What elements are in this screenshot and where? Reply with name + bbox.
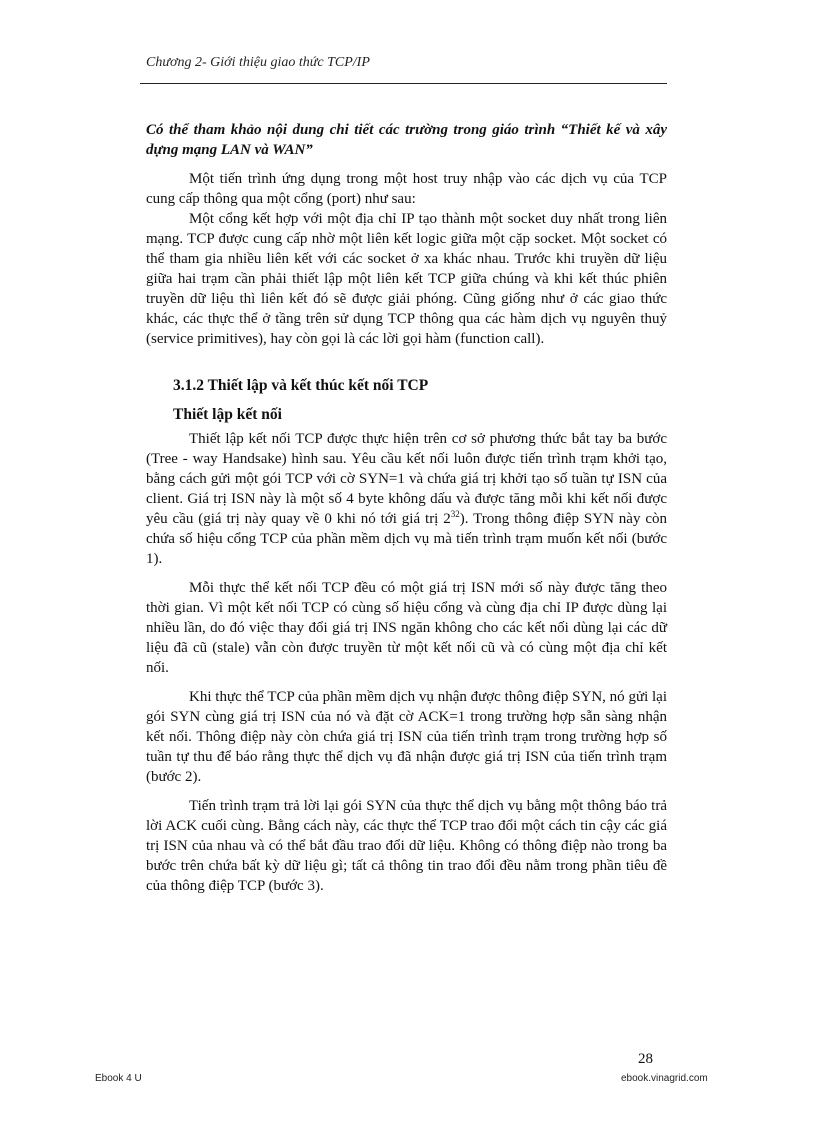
- header-rule: [140, 83, 667, 84]
- page-number: 28: [638, 1051, 653, 1067]
- exponent-superscript: 32: [450, 509, 460, 519]
- paragraph-handshake-text-a: Thiết lập kết nối TCP được thực hiện trên cơ sở phương thức bắt tay ba bước (Tree - way Handsake) hình sau. Yêu cầu kết nối luôn được tiến trình trạm khởi tạo, bằng cách gửi một gói TCP với cờ SYN=1 và chứa giá trị khởi tạo số tuần tự ISN của client. Giá trị ISN này là một số 4 byte không dấu và được tăng mỗi khi kết nối được yêu cầu (giá trị này quay về 0 khi nó tới giá trị 2: [146, 431, 667, 527]
- paragraph-isn: Mỗi thực thể kết nối TCP đều có một giá trị ISN mới số này được tăng theo thời gian. Vì một kết nối TCP có cùng số hiệu cổng và cùng địa chỉ IP được dùng lại nhiều lần, do đó việc thay đổi giá trị INS ngăn không cho các kết nối dùng lại các dữ liệu đã cũ (stale) vẫn còn được truyền từ một kết nối cũ và có cùng một địa chỉ kết nối.: [146, 580, 667, 676]
- footer-right-label: ebook.vinagrid.com: [621, 1073, 708, 1084]
- page-body: [146, 120, 667, 896]
- footer-left-label: Ebook 4 U: [95, 1073, 142, 1084]
- paragraph-syn-ack: Khi thực thể TCP của phần mềm dịch vụ nhận được thông điệp SYN, nó gửi lại gói SYN cùng giá trị ISN của nó và đặt cờ ACK=1 trong trường hợp sẵn sàng nhận kết nối. Thông điệp này còn chứa giá trị ISN của tiến trình trạm trong trường hợp số tuần tự thu để báo rằng thực thể dịch vụ đã nhận được giá trị ISN của tiến trình trạm (bước 2).: [146, 689, 667, 785]
- paragraph-port-intro: Một tiến trình ứng dụng trong một host truy nhập vào các dịch vụ của TCP cung cấp thông qua một cổng (port) như sau:: [146, 171, 667, 207]
- paragraph-handshake-text-b: ). Trong thông điệp SYN này còn chứa số hiệu cổng TCP của phần mềm dịch vụ mà tiến trình trạm muốn kết nối (bước 1).: [146, 511, 668, 567]
- section-heading: 3.1.2 Thiết lập và kết thúc kết nối TCP: [173, 377, 429, 394]
- paragraph-socket: Một cổng kết hợp với một địa chỉ IP tạo thành một socket duy nhất trong liên mạng. TCP được cung cấp nhờ một liên kết logic giữa một cặp socket. Một socket có thể tham gia nhiều liên kết với các socket ở xa khác nhau. Trước khi truyền dữ liệu giữa hai trạm cần phải thiết lập một liên kết TCP giữa chúng và khi kết thúc phiên truyền dữ liệu thì liên kết đó sẽ được giải phóng. Cũng giống như ở các giao thức khác, các thực thể ở tầng trên sử dụng TCP thông qua các hàm dịch vụ nguyên thuỷ (service primitives), hay còn gọi là các lời gọi hàm (function call).: [146, 211, 667, 347]
- reference-note: Có thể tham khảo nội dung chi tiết các trường trong giáo trình “Thiết kế và xây dựng mạng LAN và WAN”: [146, 122, 667, 158]
- paragraph-final-ack: Tiến trình trạm trả lời lại gói SYN của thực thể dịch vụ bằng một thông báo trả lời ACK cuối cùng. Bằng cách này, các thực thể TCP trao đổi một cách tin cậy các giá trị ISN của nhau và có thể bắt đầu trao đổi dữ liệu. Không có thông điệp nào trong ba bước trên chứa bất kỳ dữ liệu gì; tất cả thông tin trao đổi đều nằm trong phần tiêu đề của thông điệp TCP (bước 3).: [146, 798, 667, 894]
- subsection-heading: Thiết lập kết nối: [173, 406, 282, 423]
- running-header: Chương 2- Giới thiệu giao thức TCP/IP: [146, 55, 370, 70]
- paragraph-handshake: [146, 429, 667, 569]
